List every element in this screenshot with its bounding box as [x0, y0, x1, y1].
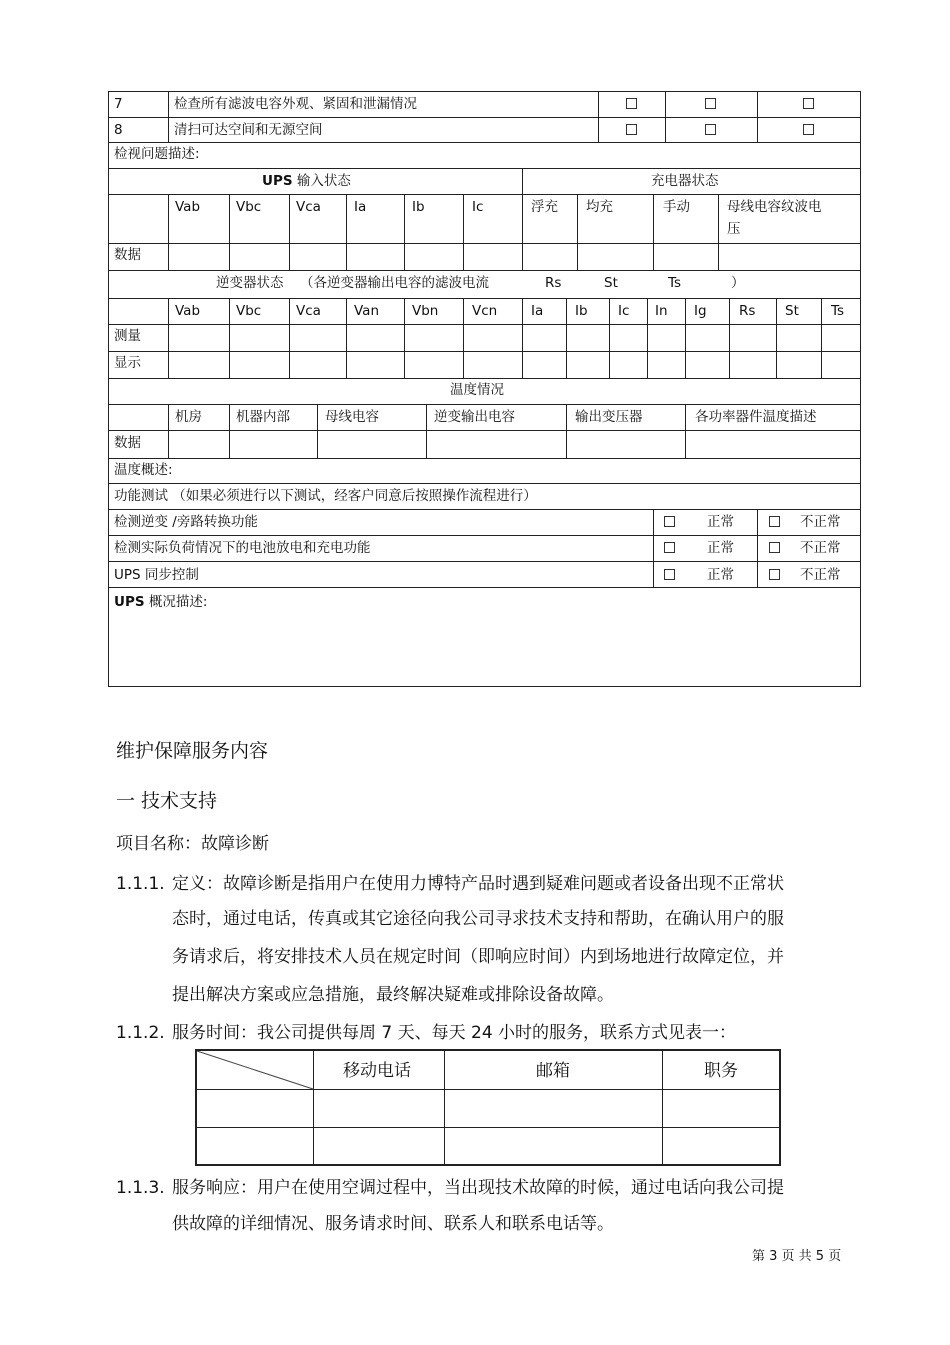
item-line: 供故障的详细情况、服务请求时间、联系人和联系电话等。 — [172, 1214, 614, 1234]
normal-checkbox[interactable] — [664, 516, 675, 527]
checkbox[interactable] — [626, 98, 637, 109]
data-row-label: 数据 — [114, 247, 141, 263]
ups-overview-label — [114, 593, 207, 611]
function-test-item: UPS 同步控制 — [114, 567, 199, 583]
inverter-col-header: Vbc — [236, 303, 262, 319]
inverter-col-header: Ia — [531, 303, 544, 319]
normal-label: 正常 — [707, 540, 734, 556]
subsection-title: 一 技术支持 — [116, 790, 218, 812]
inverter-close-paren: ） — [731, 275, 745, 291]
charger-col-header: 手动 — [663, 199, 690, 215]
normal-label: 正常 — [707, 514, 734, 530]
checkbox[interactable] — [705, 98, 716, 109]
temp-col-header: 机房 — [175, 409, 202, 425]
item-line: 态时，通过电话，传真或其它途径向我公司寻求技术支持和帮助，在确认用户的服 — [172, 909, 784, 929]
ups-col-header: Ia — [354, 199, 367, 215]
inverter-col-header: Vab — [175, 303, 201, 319]
inverter-col-header: Vbn — [412, 303, 439, 319]
temp-col-header: 机器内部 — [236, 409, 290, 425]
contact-table — [195, 1049, 781, 1167]
item-line: 提出解决方案或应急措施，最终解决疑难或排除设备故障。 — [172, 985, 614, 1005]
abnormal-label: 不正常 — [800, 514, 841, 530]
ups-input-title — [262, 172, 351, 190]
checkbox[interactable] — [803, 124, 814, 135]
temp-col-header: 输出变压器 — [575, 409, 643, 425]
item-number: 1.1.3. — [116, 1178, 165, 1198]
check-item-text: 清扫可达空间和无源空间 — [174, 122, 323, 138]
inverter-title: 逆变器状态 — [216, 275, 284, 291]
item-line: 服务响应：用户在使用空调过程中，当出现技术故障的时候，通过电话向我公司提 — [172, 1178, 784, 1198]
inverter-col-header: Ic — [618, 303, 630, 319]
ups-overview-bold: UPS — [114, 594, 145, 610]
inverter-col-header: Vcn — [472, 303, 498, 319]
abnormal-checkbox[interactable] — [769, 542, 780, 553]
checkbox[interactable] — [626, 124, 637, 135]
page-footer: 第 3 页 共 5 页 — [752, 1249, 842, 1264]
normal-checkbox[interactable] — [664, 542, 675, 553]
function-test-item: 检测实际负荷情况下的电池放电和充电功能 — [114, 540, 371, 556]
inverter-col-header: In — [655, 303, 668, 319]
row-number: 8 — [114, 122, 123, 138]
ups-input-title-rest: 输入状态 — [292, 173, 351, 189]
inverter-col-header: Vca — [296, 303, 321, 319]
normal-checkbox[interactable] — [664, 569, 675, 580]
diagonal-header-line — [195, 1049, 314, 1090]
ups-col-header: Vab — [175, 199, 201, 215]
inverter-paren-text: （各逆变器输出电容的滤波电流 — [300, 275, 489, 291]
inverter-st: St — [604, 275, 618, 291]
function-test-item: 检测逆变 /旁路转换功能 — [114, 514, 258, 530]
inverter-col-header: Ib — [575, 303, 588, 319]
checkbox[interactable] — [705, 124, 716, 135]
ups-col-header: Vbc — [236, 199, 262, 215]
row-number: 7 — [114, 96, 123, 112]
section-title: 维护保障服务内容 — [116, 740, 269, 762]
item-line: 定义：故障诊断是指用户在使用力博特产品时遇到疑难问题或者设备出现不正常状 — [172, 874, 784, 894]
inverter-ts: Ts — [668, 275, 682, 291]
temp-col-header: 逆变输出电容 — [434, 409, 515, 425]
normal-label: 正常 — [707, 567, 734, 583]
abnormal-label: 不正常 — [800, 540, 841, 556]
ups-col-header: Ib — [412, 199, 425, 215]
charger-title: 充电器状态 — [651, 173, 719, 189]
temp-col-header: 母线电容 — [325, 409, 379, 425]
inverter-col-header: St — [785, 303, 799, 319]
abnormal-checkbox[interactable] — [769, 569, 780, 580]
temp-col-header: 各功率器件温度描述 — [695, 409, 817, 425]
ups-overview-rest: 概况描述: — [144, 594, 208, 610]
charger-col-header: 均充 — [586, 199, 613, 215]
inverter-col-header: Ts — [831, 303, 845, 319]
item-number: 1.1.2. — [116, 1023, 165, 1043]
inverter-col-header: Ig — [694, 303, 707, 319]
item-line: 务请求后，将安排技术人员在规定时间（即响应时间）内到场地进行故障定位，并 — [172, 947, 784, 967]
item-line: 服务时间：我公司提供每周 7 天、每天 24 小时的服务，联系方式见表一： — [172, 1023, 737, 1043]
check-item-text: 检查所有滤波电容外观、紧固和泄漏情况 — [174, 96, 417, 112]
project-name: 项目名称：故障诊断 — [116, 834, 269, 854]
inverter-rs: Rs — [545, 275, 562, 291]
ups-col-header: Vca — [296, 199, 321, 215]
inverter-col-header: Van — [354, 303, 380, 319]
ups-col-header: Ic — [472, 199, 484, 215]
charger-ripple-header: 母线电容纹波电 — [727, 199, 822, 215]
abnormal-checkbox[interactable] — [769, 516, 780, 527]
temperature-summary-label: 温度概述: — [114, 462, 173, 478]
inspect-description-label: 检视问题描述: — [114, 146, 200, 162]
abnormal-label: 不正常 — [800, 567, 841, 583]
item-number: 1.1.1. — [116, 874, 165, 894]
position-header: 职务 — [704, 1061, 738, 1081]
data-row-label: 数据 — [114, 435, 141, 451]
inverter-col-header: Rs — [739, 303, 756, 319]
display-row-label: 显示 — [114, 355, 141, 371]
charger-col-header: 浮充 — [531, 199, 558, 215]
charger-ripple-header-cont: 压 — [727, 221, 741, 237]
temperature-title: 温度情况 — [450, 382, 504, 398]
email-header: 邮箱 — [536, 1061, 570, 1081]
ups-input-title-bold: UPS — [262, 173, 293, 189]
measure-row-label: 测量 — [114, 328, 141, 344]
mobile-phone-header: 移动电话 — [343, 1061, 411, 1081]
function-test-header: 功能测试 （如果必须进行以下测试，经客户同意后按照操作流程进行） — [114, 488, 537, 504]
checkbox[interactable] — [803, 98, 814, 109]
